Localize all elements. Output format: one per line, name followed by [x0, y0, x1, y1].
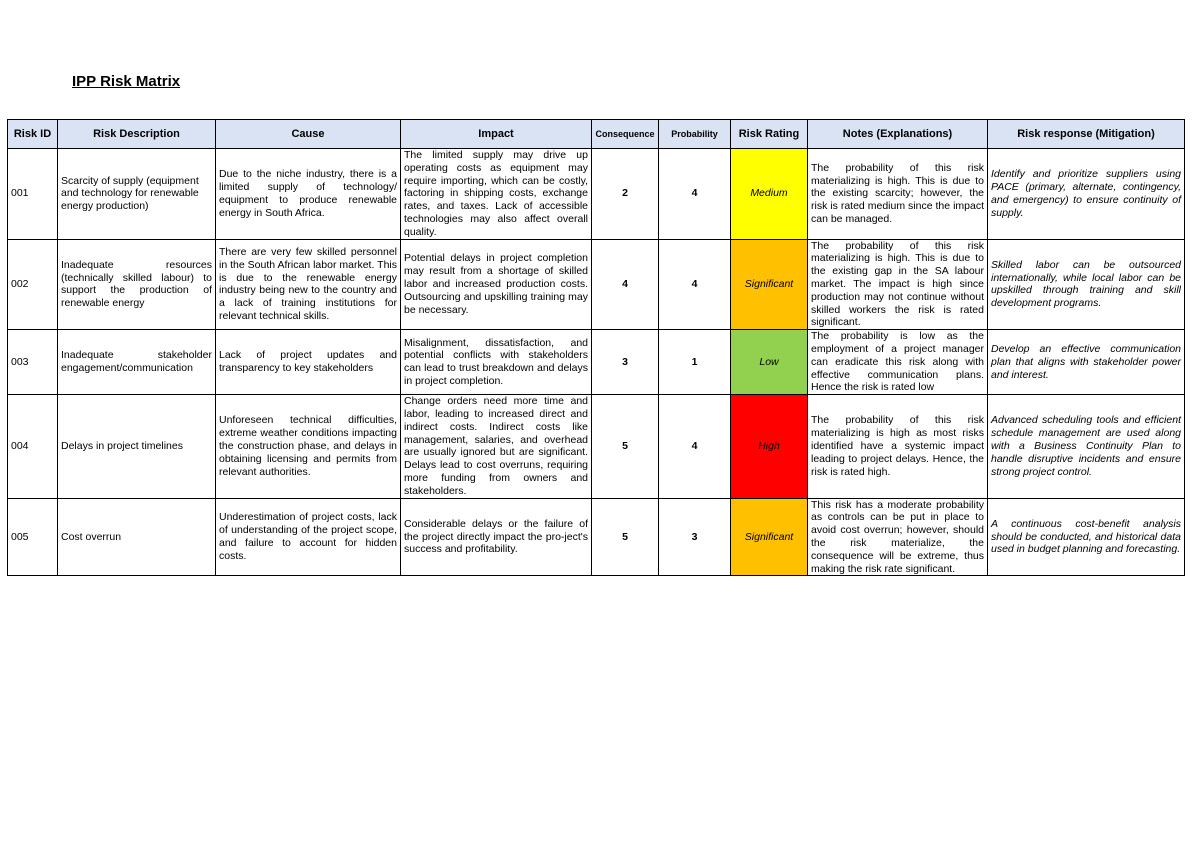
risk-response-cell: A continuous cost-benefit analysis should be conducted, and historical data used in budget planning and forecasting.: [988, 498, 1185, 576]
risk-response-cell: Develop an effective communication plan that aligns with stakeholder power and interest.: [988, 330, 1185, 395]
impact-cell: The limited supply may drive up operating costs as equipment may require importing, which can be costly, factoring in shipping costs, exchange rates, and taxes. Lack of accessible technologies may also affect overall quality.: [401, 149, 592, 240]
consequence-cell: 5: [592, 395, 659, 498]
header-risk-response: Risk response (Mitigation): [988, 120, 1185, 149]
probability-cell: 3: [659, 498, 731, 576]
notes-cell: The probability of this risk materializing is high as most risks identified have a systemic impact leading to project delays. Hence, the risk is rated high.: [808, 395, 988, 498]
consequence-cell: 5: [592, 498, 659, 576]
risk-rating-cell: High: [731, 395, 808, 498]
notes-cell: The probability of this risk materializing is high. This is due to the existing scarcity; however, the risk is rated medium since the impact can be managed.: [808, 149, 988, 240]
table-row: [8, 239, 1185, 330]
notes-cell: This risk has a moderate probability as controls can be put in place to avoid cost overrun; however, should the risk materialize, the consequence will be extreme, thus making the risk rate significant.: [808, 498, 988, 576]
table-row: [8, 330, 1185, 395]
table-row: [8, 149, 1185, 240]
risk-id-cell: 004: [8, 395, 58, 498]
header-cause: Cause: [216, 120, 401, 149]
risk-matrix-table: [7, 119, 1185, 576]
risk-description-cell: Inadequate resources (technically skilled labour) to support the production of renewable energy: [58, 239, 216, 330]
risk-rating-cell: Significant: [731, 498, 808, 576]
risk-id-cell: 003: [8, 330, 58, 395]
risk-rating-cell: Low: [731, 330, 808, 395]
probability-cell: 4: [659, 239, 731, 330]
risk-id-cell: 005: [8, 498, 58, 576]
risk-response-cell: Advanced scheduling tools and efficient schedule management are used along with a Business Continuity Plan to handle disruptive incidents and ensure strong project control.: [988, 395, 1185, 498]
notes-cell: The probability of this risk materializing is high. This is due to the existing gap in the SA labour market. The impact is high since production may not continue without skilled workers the risk is rated significant.: [808, 239, 988, 330]
cause-cell: Underestimation of project costs, lack of understanding of the project scope, and failure to account for hidden costs.: [216, 498, 401, 576]
risk-id-cell: 002: [8, 239, 58, 330]
probability-cell: 4: [659, 395, 731, 498]
header-consequence: Consequence: [592, 120, 659, 149]
header-risk-description: Risk Description: [58, 120, 216, 149]
consequence-cell: 3: [592, 330, 659, 395]
cause-cell: There are very few skilled personnel in the South African labor market. This is due to the renewable energy industry being new to the country and a lack of training institutions for relevant technical skills.: [216, 239, 401, 330]
probability-cell: 4: [659, 149, 731, 240]
cause-cell: Lack of project updates and transparency to key stakeholders: [216, 330, 401, 395]
header-impact: Impact: [401, 120, 592, 149]
risk-rating-cell: Significant: [731, 239, 808, 330]
header-risk-rating: Risk Rating: [731, 120, 808, 149]
header-probability: Probability: [659, 120, 731, 149]
cause-cell: Unforeseen technical difficulties, extreme weather conditions impacting the construction phase, and delays in obtaining licensing and permits from relevant authorities.: [216, 395, 401, 498]
consequence-cell: 2: [592, 149, 659, 240]
risk-description-cell: Delays in project timelines: [58, 395, 216, 498]
risk-description-cell: Scarcity of supply (equipment and technology for renewable energy production): [58, 149, 216, 240]
table-header-row: [8, 120, 1185, 149]
cause-cell: Due to the niche industry, there is a limited supply of technology/ equipment to produce renewable energy in South Africa.: [216, 149, 401, 240]
table-row: [8, 498, 1185, 576]
header-notes: Notes (Explanations): [808, 120, 988, 149]
risk-description-cell: Inadequate stakeholder engagement/communication: [58, 330, 216, 395]
risk-rating-cell: Medium: [731, 149, 808, 240]
header-risk-id: Risk ID: [8, 120, 58, 149]
impact-cell: Considerable delays or the failure of the project directly impact the pro-ject's success and profitability.: [401, 498, 592, 576]
impact-cell: Change orders need more time and labor, leading to increased direct and indirect costs. Indirect costs like management, salaries, and overhead are usually ignored but are significant. Delays lead to cost overruns, requiring more funding from owners and stakeholders.: [401, 395, 592, 498]
probability-cell: 1: [659, 330, 731, 395]
impact-cell: Misalignment, dissatisfaction, and potential conflicts with stakeholders can lead to trust breakdown and delays in project completion.: [401, 330, 592, 395]
notes-cell: The probability is low as the employment of a project manager can eradicate this risk along with effective communication plans. Hence the risk is rated low: [808, 330, 988, 395]
impact-cell: Potential delays in project completion may result from a shortage of skilled labor and increased production costs. Outsourcing and upskilling training may be necessary.: [401, 239, 592, 330]
page-title: IPP Risk Matrix: [72, 73, 181, 90]
risk-response-cell: Skilled labor can be outsourced internationally, while local labor can be upskilled through training and skill development programs.: [988, 239, 1185, 330]
risk-description-cell: Cost overrun: [58, 498, 216, 576]
consequence-cell: 4: [592, 239, 659, 330]
risk-response-cell: Identify and prioritize suppliers using PACE (primary, alternate, contingency, and emergency) to ensure continuity of supply.: [988, 149, 1185, 240]
table-row: [8, 395, 1185, 498]
risk-id-cell: 001: [8, 149, 58, 240]
